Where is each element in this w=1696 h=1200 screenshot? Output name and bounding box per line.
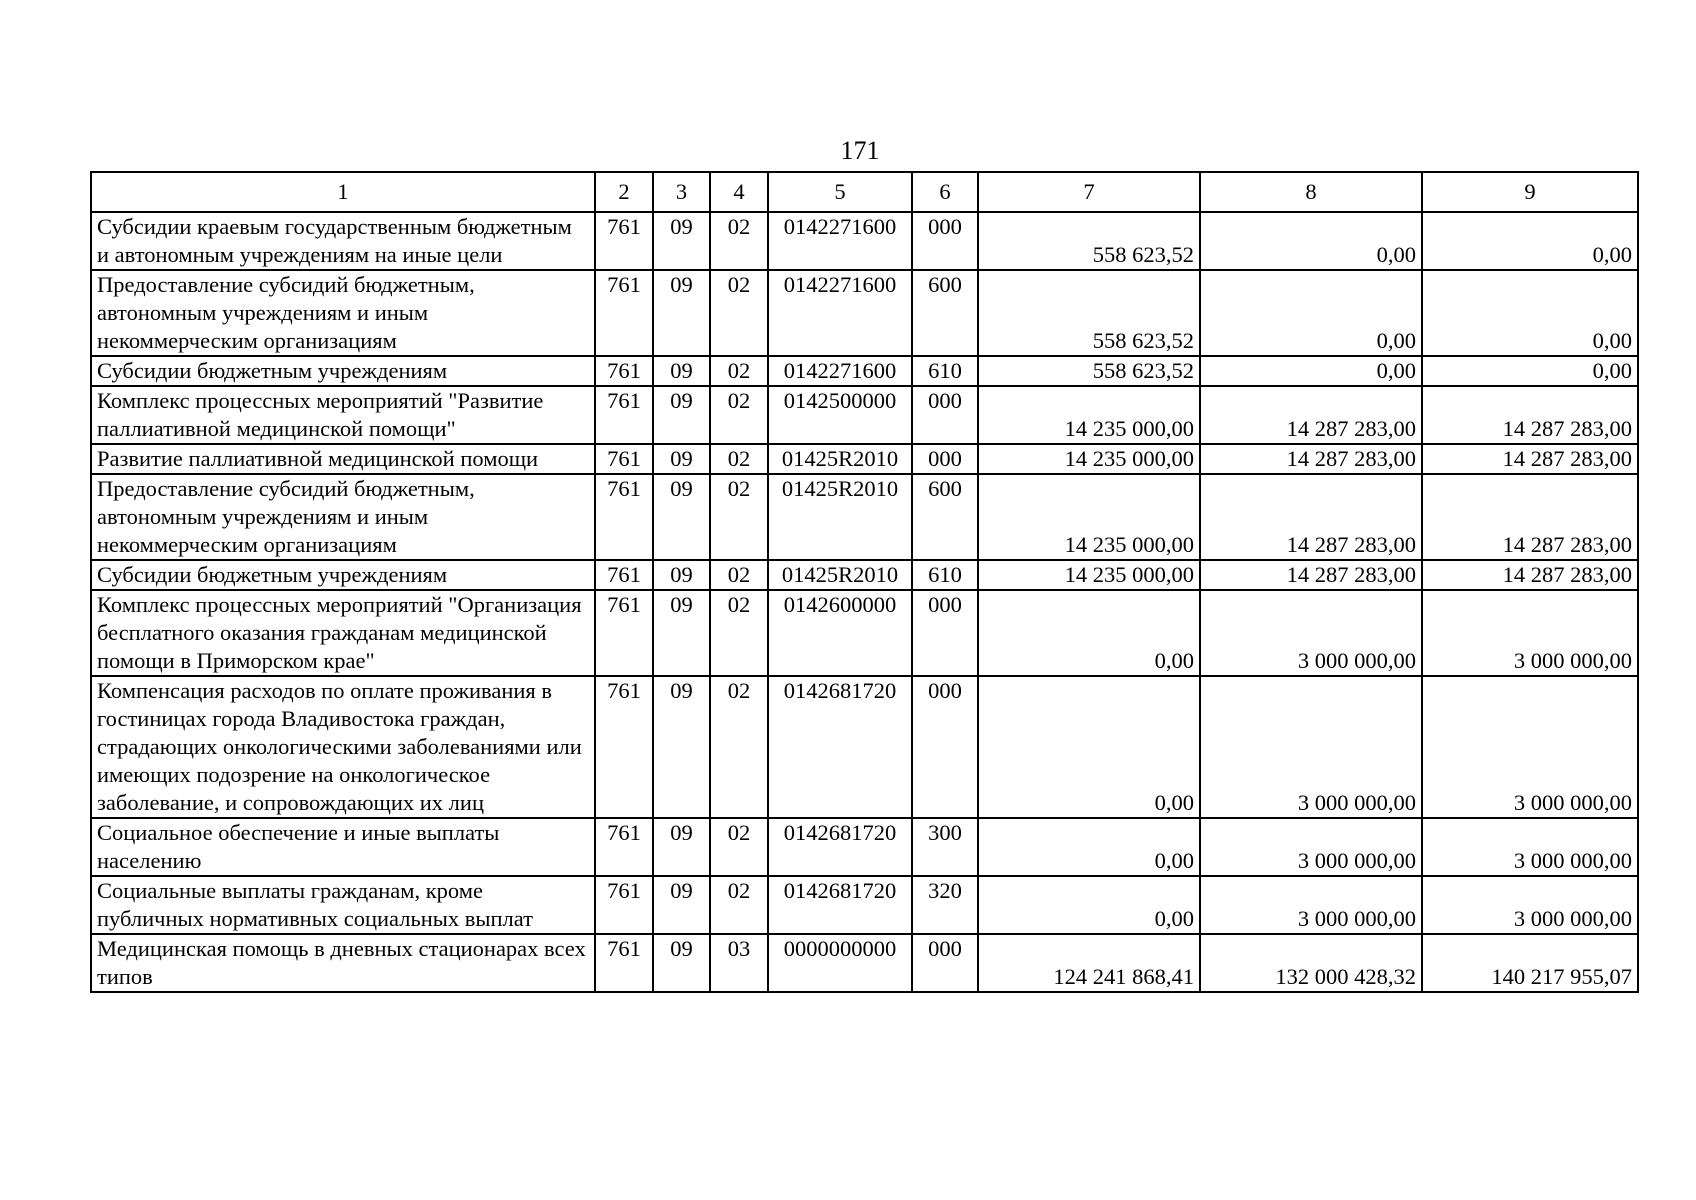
- row-amount-cell: 3 000 000,00: [1422, 676, 1638, 818]
- row-expense-type-cell: 000: [912, 934, 978, 992]
- row-amount-cell: 558 623,52: [978, 270, 1200, 356]
- row-amount-cell: 3 000 000,00: [1200, 818, 1422, 876]
- row-subsection-cell: 02: [710, 270, 768, 356]
- table-row: [91, 474, 1638, 560]
- row-code-cell: 761: [595, 474, 653, 560]
- row-section-cell: 09: [653, 934, 710, 992]
- row-amount-cell: 14 235 000,00: [978, 386, 1200, 444]
- row-name-cell: Предоставление субсидий бюджетным, автономным учреждениям и иным некоммерческим организациям: [91, 270, 595, 356]
- row-subsection-cell: 02: [710, 560, 768, 590]
- row-name-cell: Субсидии краевым государственным бюджетным и автономным учреждениям на иные цели: [91, 212, 595, 270]
- row-expense-type-cell: 000: [912, 212, 978, 270]
- row-amount-cell: 3 000 000,00: [1422, 818, 1638, 876]
- column-header: 2: [595, 172, 653, 212]
- row-target-cell: 0142681720: [768, 676, 912, 818]
- row-amount-cell: 0,00: [978, 818, 1200, 876]
- row-subsection-cell: 03: [710, 934, 768, 992]
- row-amount-cell: 132 000 428,32: [1200, 934, 1422, 992]
- table-row: [91, 212, 1638, 270]
- row-code-cell: 761: [595, 212, 653, 270]
- row-section-cell: 09: [653, 212, 710, 270]
- table-body: [91, 212, 1638, 992]
- table-row: [91, 934, 1638, 992]
- row-name-cell: Развитие паллиативной медицинской помощи: [91, 444, 595, 474]
- row-target-cell: 0142271600: [768, 356, 912, 386]
- row-name-cell: Комплекс процессных мероприятий "Развитие паллиативной медицинской помощи": [91, 386, 595, 444]
- row-subsection-cell: 02: [710, 386, 768, 444]
- row-amount-cell: 0,00: [1200, 212, 1422, 270]
- row-amount-cell: 3 000 000,00: [1200, 590, 1422, 676]
- row-expense-type-cell: 610: [912, 356, 978, 386]
- table-row: [91, 590, 1638, 676]
- row-expense-type-cell: 000: [912, 590, 978, 676]
- row-expense-type-cell: 610: [912, 560, 978, 590]
- row-amount-cell: 0,00: [1422, 270, 1638, 356]
- column-header: 3: [653, 172, 710, 212]
- row-target-cell: 0142500000: [768, 386, 912, 444]
- row-expense-type-cell: 600: [912, 474, 978, 560]
- row-subsection-cell: 02: [710, 590, 768, 676]
- row-amount-cell: 14 287 283,00: [1200, 560, 1422, 590]
- row-expense-type-cell: 300: [912, 818, 978, 876]
- row-name-cell: Субсидии бюджетным учреждениям: [91, 560, 595, 590]
- row-code-cell: 761: [595, 676, 653, 818]
- row-name-cell: Комплекс процессных мероприятий "Организация бесплатного оказания гражданам медицинской помощи в Приморском крае": [91, 590, 595, 676]
- table-row: [91, 676, 1638, 818]
- row-amount-cell: 14 287 283,00: [1422, 474, 1638, 560]
- row-code-cell: 761: [595, 590, 653, 676]
- table-row: [91, 270, 1638, 356]
- row-section-cell: 09: [653, 356, 710, 386]
- row-target-cell: 01425R2010: [768, 444, 912, 474]
- row-subsection-cell: 02: [710, 818, 768, 876]
- table-row: [91, 356, 1638, 386]
- table-row: [91, 560, 1638, 590]
- table-row: [91, 444, 1638, 474]
- row-amount-cell: 14 235 000,00: [978, 444, 1200, 474]
- column-header: 8: [1200, 172, 1422, 212]
- row-expense-type-cell: 600: [912, 270, 978, 356]
- row-amount-cell: 14 287 283,00: [1422, 560, 1638, 590]
- row-amount-cell: 14 287 283,00: [1200, 386, 1422, 444]
- row-name-cell: Предоставление субсидий бюджетным, автономным учреждениям и иным некоммерческим организациям: [91, 474, 595, 560]
- row-subsection-cell: 02: [710, 474, 768, 560]
- row-name-cell: Субсидии бюджетным учреждениям: [91, 356, 595, 386]
- row-amount-cell: 3 000 000,00: [1422, 876, 1638, 934]
- row-amount-cell: 3 000 000,00: [1422, 590, 1638, 676]
- row-section-cell: 09: [653, 444, 710, 474]
- row-target-cell: 01425R2010: [768, 474, 912, 560]
- row-amount-cell: 558 623,52: [978, 356, 1200, 386]
- row-code-cell: 761: [595, 876, 653, 934]
- row-target-cell: 0142681720: [768, 876, 912, 934]
- row-section-cell: 09: [653, 560, 710, 590]
- row-code-cell: 761: [595, 386, 653, 444]
- row-amount-cell: 0,00: [1422, 212, 1638, 270]
- row-expense-type-cell: 320: [912, 876, 978, 934]
- row-amount-cell: 0,00: [1422, 356, 1638, 386]
- row-amount-cell: 3 000 000,00: [1200, 676, 1422, 818]
- row-amount-cell: 14 287 283,00: [1422, 444, 1638, 474]
- table-row: [91, 876, 1638, 934]
- row-amount-cell: 14 287 283,00: [1422, 386, 1638, 444]
- row-subsection-cell: 02: [710, 356, 768, 386]
- row-name-cell: Медицинская помощь в дневных стационарах всех типов: [91, 934, 595, 992]
- row-section-cell: 09: [653, 474, 710, 560]
- row-target-cell: 0142271600: [768, 270, 912, 356]
- column-header: 5: [768, 172, 912, 212]
- row-amount-cell: 124 241 868,41: [978, 934, 1200, 992]
- budget-table: [90, 171, 1639, 993]
- row-name-cell: Компенсация расходов по оплате проживания в гостиницах города Владивостока граждан, страдающих онкологическими заболеваниями или имеющих подозрение на онкологическое заболевание, и сопровождающих их лиц: [91, 676, 595, 818]
- row-target-cell: 01425R2010: [768, 560, 912, 590]
- row-section-cell: 09: [653, 818, 710, 876]
- row-target-cell: 0142271600: [768, 212, 912, 270]
- column-header: 4: [710, 172, 768, 212]
- row-amount-cell: 0,00: [978, 590, 1200, 676]
- column-header: 7: [978, 172, 1200, 212]
- row-section-cell: 09: [653, 386, 710, 444]
- table-row: [91, 386, 1638, 444]
- row-amount-cell: 3 000 000,00: [1200, 876, 1422, 934]
- row-amount-cell: 14 235 000,00: [978, 560, 1200, 590]
- row-subsection-cell: 02: [710, 676, 768, 818]
- row-section-cell: 09: [653, 270, 710, 356]
- row-code-cell: 761: [595, 560, 653, 590]
- table-row: [91, 818, 1638, 876]
- column-header: 1: [91, 172, 595, 212]
- row-expense-type-cell: 000: [912, 386, 978, 444]
- column-header: 9: [1422, 172, 1638, 212]
- row-amount-cell: 0,00: [1200, 356, 1422, 386]
- row-expense-type-cell: 000: [912, 444, 978, 474]
- row-code-cell: 761: [595, 934, 653, 992]
- column-header: 6: [912, 172, 978, 212]
- row-section-cell: 09: [653, 590, 710, 676]
- row-amount-cell: 14 287 283,00: [1200, 444, 1422, 474]
- row-section-cell: 09: [653, 676, 710, 818]
- table-header-row: [91, 172, 1638, 212]
- row-amount-cell: 0,00: [978, 676, 1200, 818]
- row-amount-cell: 0,00: [978, 876, 1200, 934]
- row-amount-cell: 558 623,52: [978, 212, 1200, 270]
- row-amount-cell: 14 235 000,00: [978, 474, 1200, 560]
- row-code-cell: 761: [595, 356, 653, 386]
- row-amount-cell: 14 287 283,00: [1200, 474, 1422, 560]
- row-name-cell: Социальное обеспечение и иные выплаты населению: [91, 818, 595, 876]
- row-section-cell: 09: [653, 876, 710, 934]
- row-expense-type-cell: 000: [912, 676, 978, 818]
- row-target-cell: 0142681720: [768, 818, 912, 876]
- row-amount-cell: 0,00: [1200, 270, 1422, 356]
- row-subsection-cell: 02: [710, 212, 768, 270]
- row-code-cell: 761: [595, 270, 653, 356]
- row-subsection-cell: 02: [710, 444, 768, 474]
- row-subsection-cell: 02: [710, 876, 768, 934]
- row-target-cell: 0000000000: [768, 934, 912, 992]
- row-name-cell: Социальные выплаты гражданам, кроме публичных нормативных социальных выплат: [91, 876, 595, 934]
- row-code-cell: 761: [595, 818, 653, 876]
- row-target-cell: 0142600000: [768, 590, 912, 676]
- row-amount-cell: 140 217 955,07: [1422, 934, 1638, 992]
- page-number: 171: [840, 136, 880, 165]
- row-code-cell: 761: [595, 444, 653, 474]
